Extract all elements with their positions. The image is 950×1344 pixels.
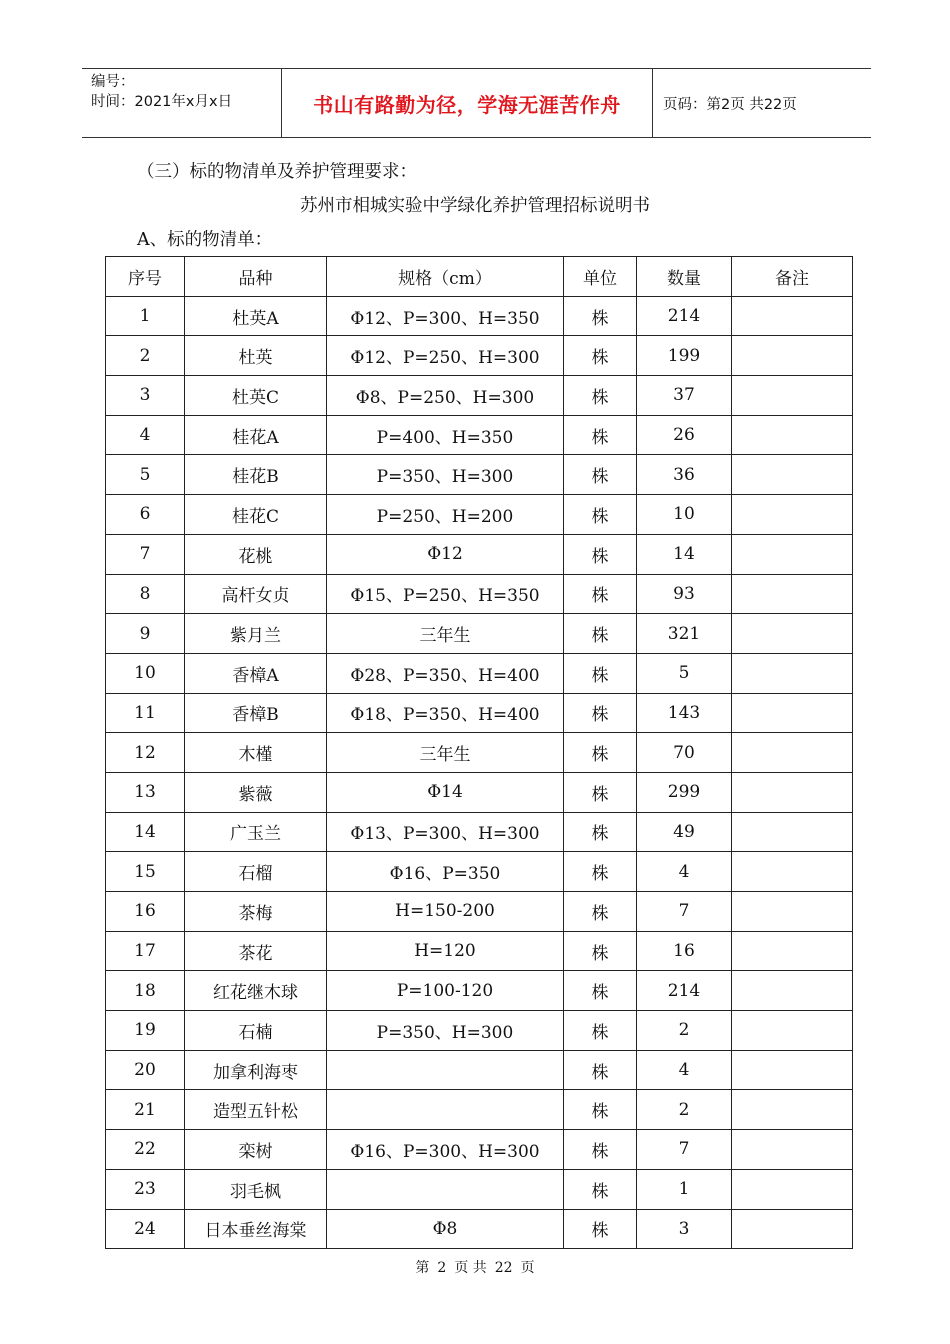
page-header	[82, 68, 871, 138]
footer-prefix: 第	[415, 1260, 430, 1276]
cell-quantity: 37	[637, 376, 732, 416]
cell-remarks	[732, 534, 853, 574]
cell-spec: Φ8	[327, 1209, 564, 1249]
cell-remarks	[732, 1090, 853, 1130]
cell-number: 10	[106, 653, 185, 693]
cell-remarks	[732, 812, 853, 852]
cell-quantity: 214	[637, 971, 732, 1011]
cell-remarks	[732, 455, 853, 495]
cell-unit: 株	[564, 296, 637, 336]
footer-suffix: 页	[520, 1260, 535, 1276]
cell-spec: P=350、H=300	[327, 1011, 564, 1051]
cell-number: 9	[106, 614, 185, 654]
cell-unit: 株	[564, 812, 637, 852]
items-table	[105, 256, 853, 1249]
table-header-row	[106, 257, 853, 297]
cell-quantity: 14	[637, 534, 732, 574]
table-row	[106, 574, 853, 614]
table-row	[106, 1011, 853, 1051]
table-row	[106, 653, 853, 693]
cell-unit: 株	[564, 376, 637, 416]
column-header-number: 序号	[106, 257, 185, 297]
cell-number: 18	[106, 971, 185, 1011]
cell-remarks	[732, 1209, 853, 1249]
cell-quantity: 143	[637, 693, 732, 733]
column-header-variety: 品种	[185, 257, 327, 297]
cell-remarks	[732, 693, 853, 733]
cell-remarks	[732, 336, 853, 376]
cell-quantity: 2	[637, 1011, 732, 1051]
cell-variety: 栾树	[185, 1130, 327, 1170]
cell-spec: 三年生	[327, 733, 564, 773]
cell-remarks	[732, 1050, 853, 1090]
cell-spec: P=400、H=350	[327, 415, 564, 455]
cell-variety: 香樟B	[185, 693, 327, 733]
cell-spec: Φ12	[327, 534, 564, 574]
table-row	[106, 1130, 853, 1170]
cell-spec	[327, 1090, 564, 1130]
cell-variety: 桂花A	[185, 415, 327, 455]
cell-variety: 木槿	[185, 733, 327, 773]
list-heading: A、标的物清单：	[137, 230, 273, 250]
table-row	[106, 376, 853, 416]
cell-spec	[327, 1050, 564, 1090]
cell-number: 19	[106, 1011, 185, 1051]
cell-number: 11	[106, 693, 185, 733]
cell-spec: Φ14	[327, 772, 564, 812]
cell-remarks	[732, 1011, 853, 1051]
page-footer	[0, 1257, 950, 1277]
cell-number: 14	[106, 812, 185, 852]
cell-remarks	[732, 296, 853, 336]
header-page-info: 页码：第2页 共22页	[663, 96, 797, 113]
cell-number: 8	[106, 574, 185, 614]
table-row	[106, 415, 853, 455]
table-row	[106, 495, 853, 535]
document-title: 苏州市相城实验中学绿化养护管理招标说明书	[300, 196, 650, 216]
cell-unit: 株	[564, 772, 637, 812]
table-row	[106, 693, 853, 733]
cell-remarks	[732, 733, 853, 773]
cell-quantity: 4	[637, 852, 732, 892]
table-row	[106, 336, 853, 376]
cell-variety: 杜英	[185, 336, 327, 376]
cell-unit: 株	[564, 1169, 637, 1209]
cell-unit: 株	[564, 892, 637, 932]
cell-spec: Φ13、P=300、H=300	[327, 812, 564, 852]
cell-variety: 紫月兰	[185, 614, 327, 654]
column-header-quantity: 数量	[637, 257, 732, 297]
cell-variety: 紫薇	[185, 772, 327, 812]
cell-unit: 株	[564, 336, 637, 376]
cell-number: 23	[106, 1169, 185, 1209]
header-meta	[82, 69, 282, 137]
cell-variety: 石楠	[185, 1011, 327, 1051]
cell-remarks	[732, 931, 853, 971]
cell-quantity: 199	[637, 336, 732, 376]
cell-spec: P=250、H=200	[327, 495, 564, 535]
column-header-spec: 规格（cm）	[327, 257, 564, 297]
cell-spec: Φ18、P=350、H=400	[327, 693, 564, 733]
cell-unit: 株	[564, 733, 637, 773]
table-row	[106, 772, 853, 812]
cell-unit: 株	[564, 852, 637, 892]
cell-variety: 茶花	[185, 931, 327, 971]
cell-spec: Φ12、P=300、H=350	[327, 296, 564, 336]
cell-spec: Φ15、P=250、H=350	[327, 574, 564, 614]
cell-number: 17	[106, 931, 185, 971]
cell-quantity: 70	[637, 733, 732, 773]
cell-number: 3	[106, 376, 185, 416]
cell-unit: 株	[564, 1209, 637, 1249]
cell-remarks	[732, 1130, 853, 1170]
table-row	[106, 812, 853, 852]
cell-spec	[327, 1169, 564, 1209]
footer-middle: 页 共	[454, 1260, 487, 1276]
cell-quantity: 7	[637, 892, 732, 932]
table-row	[106, 296, 853, 336]
table-row	[106, 1050, 853, 1090]
document-date: 时间：2021年x月x日	[91, 94, 233, 110]
cell-unit: 株	[564, 455, 637, 495]
cell-spec: Φ16、P=350	[327, 852, 564, 892]
cell-remarks	[732, 772, 853, 812]
cell-quantity: 10	[637, 495, 732, 535]
cell-variety: 花桃	[185, 534, 327, 574]
cell-number: 20	[106, 1050, 185, 1090]
cell-quantity: 2	[637, 1090, 732, 1130]
cell-quantity: 16	[637, 931, 732, 971]
cell-variety: 桂花B	[185, 455, 327, 495]
cell-unit: 株	[564, 653, 637, 693]
cell-spec: H=120	[327, 931, 564, 971]
header-motto: 书山有路勤为径，学海无涯苦作舟	[282, 69, 653, 137]
footer-page-number: 2	[437, 1260, 447, 1276]
cell-unit: 株	[564, 971, 637, 1011]
cell-spec: P=350、H=300	[327, 455, 564, 495]
cell-variety: 红花继木球	[185, 971, 327, 1011]
cell-variety: 桂花C	[185, 495, 327, 535]
table-row	[106, 971, 853, 1011]
cell-spec: 三年生	[327, 614, 564, 654]
cell-remarks	[732, 574, 853, 614]
cell-spec: Φ12、P=250、H=300	[327, 336, 564, 376]
column-header-remarks: 备注	[732, 257, 853, 297]
table-row	[106, 534, 853, 574]
cell-number: 7	[106, 534, 185, 574]
cell-remarks	[732, 653, 853, 693]
table-row	[106, 733, 853, 773]
cell-quantity: 93	[637, 574, 732, 614]
table-row	[106, 1090, 853, 1130]
cell-variety: 茶梅	[185, 892, 327, 932]
cell-variety: 香樟A	[185, 653, 327, 693]
cell-unit: 株	[564, 1130, 637, 1170]
cell-number: 21	[106, 1090, 185, 1130]
column-header-unit: 单位	[564, 257, 637, 297]
cell-number: 5	[106, 455, 185, 495]
cell-quantity: 49	[637, 812, 732, 852]
cell-unit: 株	[564, 574, 637, 614]
cell-unit: 株	[564, 693, 637, 733]
cell-spec: Φ28、P=350、H=400	[327, 653, 564, 693]
table-row	[106, 455, 853, 495]
cell-spec: H=150-200	[327, 892, 564, 932]
table-row	[106, 892, 853, 932]
cell-unit: 株	[564, 931, 637, 971]
document-number-label: 编号：	[91, 74, 135, 90]
cell-remarks	[732, 415, 853, 455]
cell-quantity: 321	[637, 614, 732, 654]
cell-number: 4	[106, 415, 185, 455]
cell-unit: 株	[564, 415, 637, 455]
cell-quantity: 4	[637, 1050, 732, 1090]
cell-remarks	[732, 376, 853, 416]
cell-number: 16	[106, 892, 185, 932]
section-heading: （三）标的物清单及养护管理要求：	[137, 162, 417, 182]
cell-number: 1	[106, 296, 185, 336]
table-row	[106, 852, 853, 892]
cell-variety: 羽毛枫	[185, 1169, 327, 1209]
cell-unit: 株	[564, 1011, 637, 1051]
cell-unit: 株	[564, 495, 637, 535]
cell-number: 12	[106, 733, 185, 773]
cell-variety: 日本垂丝海棠	[185, 1209, 327, 1249]
cell-variety: 造型五针松	[185, 1090, 327, 1130]
cell-unit: 株	[564, 534, 637, 574]
cell-number: 13	[106, 772, 185, 812]
cell-variety: 杜英A	[185, 296, 327, 336]
cell-spec: Φ8、P=250、H=300	[327, 376, 564, 416]
cell-number: 22	[106, 1130, 185, 1170]
cell-remarks	[732, 892, 853, 932]
cell-quantity: 1	[637, 1169, 732, 1209]
cell-quantity: 5	[637, 653, 732, 693]
cell-number: 15	[106, 852, 185, 892]
cell-quantity: 214	[637, 296, 732, 336]
cell-remarks	[732, 614, 853, 654]
cell-spec: Φ16、P=300、H=300	[327, 1130, 564, 1170]
cell-quantity: 3	[637, 1209, 732, 1249]
cell-quantity: 26	[637, 415, 732, 455]
table-row	[106, 1209, 853, 1249]
cell-remarks	[732, 852, 853, 892]
cell-number: 2	[106, 336, 185, 376]
cell-spec: P=100-120	[327, 971, 564, 1011]
cell-variety: 高杆女贞	[185, 574, 327, 614]
cell-remarks	[732, 495, 853, 535]
cell-number: 24	[106, 1209, 185, 1249]
cell-variety: 杜英C	[185, 376, 327, 416]
cell-remarks	[732, 1169, 853, 1209]
cell-quantity: 36	[637, 455, 732, 495]
cell-variety: 加拿利海枣	[185, 1050, 327, 1090]
table-row	[106, 1169, 853, 1209]
cell-variety: 广玉兰	[185, 812, 327, 852]
cell-unit: 株	[564, 614, 637, 654]
cell-quantity: 7	[637, 1130, 732, 1170]
table-row	[106, 614, 853, 654]
cell-number: 6	[106, 495, 185, 535]
footer-total-pages: 22	[494, 1260, 513, 1276]
cell-remarks	[732, 971, 853, 1011]
cell-unit: 株	[564, 1050, 637, 1090]
table-row	[106, 931, 853, 971]
cell-unit: 株	[564, 1090, 637, 1130]
cell-variety: 石榴	[185, 852, 327, 892]
cell-quantity: 299	[637, 772, 732, 812]
